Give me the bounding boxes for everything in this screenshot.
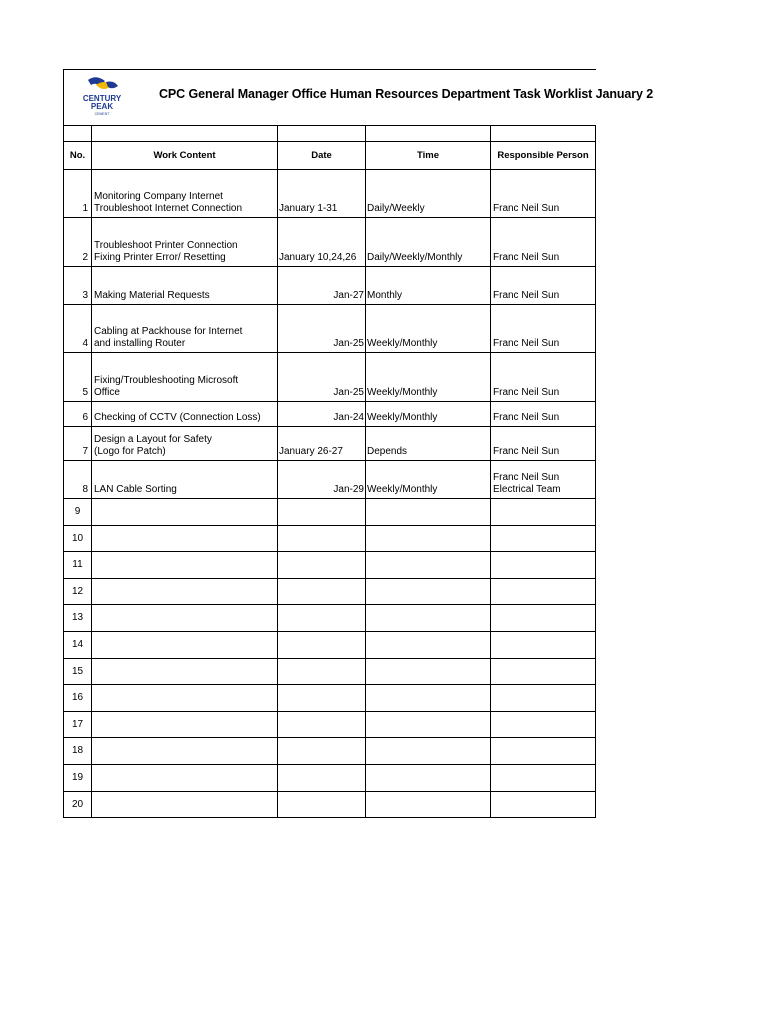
empty-cell [491, 659, 596, 685]
task-date: January 10,24,26 [278, 218, 366, 267]
empty-cell [491, 792, 596, 818]
row-number: 13 [64, 605, 92, 632]
empty-cell [491, 632, 596, 659]
work-content-line: Troubleshoot Printer Connection [94, 240, 238, 251]
empty-cell [278, 632, 366, 659]
row-number: 5 [64, 353, 92, 402]
empty-cell [92, 526, 278, 552]
empty-cell [278, 765, 366, 792]
row-number: 9 [64, 499, 92, 526]
empty-cell [366, 499, 491, 526]
empty-cell [92, 632, 278, 659]
empty-cell [92, 738, 278, 765]
task-date: Jan-25 [278, 353, 366, 402]
empty-cell [278, 526, 366, 552]
empty-cell [366, 792, 491, 818]
row-number: 16 [64, 685, 92, 712]
svg-text:PEAK: PEAK [90, 102, 114, 111]
responsible-person [491, 170, 596, 218]
task-time: Weekly/Monthly [366, 353, 491, 402]
responsible-person-line: Franc Neil Sun [493, 252, 560, 263]
column-header-person: Responsible Person [491, 142, 596, 170]
spacer-cell [64, 125, 92, 142]
empty-cell [491, 526, 596, 552]
task-time: Weekly/Monthly [366, 402, 491, 427]
task-time: Daily/Weekly/Monthly [366, 218, 491, 267]
row-number: 3 [64, 267, 92, 305]
work-content-line: LAN Cable Sorting [94, 484, 177, 495]
responsible-person-line: Franc Neil Sun [493, 472, 560, 483]
responsible-person-line: Franc Neil Sun [493, 203, 560, 214]
task-time: Daily/Weekly [366, 170, 491, 218]
document-title: CPC General Manager Office Human Resources Department Task Worklist January 2 [159, 87, 654, 101]
empty-cell [366, 632, 491, 659]
responsible-person [491, 353, 596, 402]
task-date: Jan-25 [278, 305, 366, 353]
empty-cell [92, 659, 278, 685]
empty-cell [366, 579, 491, 605]
svg-text:CEMENT: CEMENT [94, 112, 110, 116]
empty-cell [278, 579, 366, 605]
empty-cell [491, 605, 596, 632]
responsible-person [491, 402, 596, 427]
column-header-no: No. [64, 142, 92, 170]
work-content-line: Cabling at Packhouse for Internet [94, 326, 243, 337]
task-date: January 26-27 [278, 427, 366, 461]
work-content-line: (Logo for Patch) [94, 446, 166, 457]
row-number: 15 [64, 659, 92, 685]
responsible-person-line: Franc Neil Sun [493, 446, 560, 457]
empty-cell [491, 765, 596, 792]
responsible-person-line: Franc Neil Sun [493, 338, 560, 349]
empty-cell [366, 605, 491, 632]
work-content [92, 267, 278, 305]
work-content [92, 461, 278, 499]
empty-cell [278, 792, 366, 818]
empty-cell [491, 712, 596, 738]
svg-text:CENTURY: CENTURY [82, 94, 122, 103]
empty-cell [366, 738, 491, 765]
work-content-line: Fixing Printer Error/ Resetting [94, 252, 226, 263]
empty-cell [491, 579, 596, 605]
empty-cell [491, 738, 596, 765]
work-content [92, 427, 278, 461]
work-content [92, 402, 278, 427]
work-content-line: Monitoring Company Internet [94, 191, 223, 202]
responsible-person [491, 305, 596, 353]
row-number: 6 [64, 402, 92, 427]
column-header-work: Work Content [92, 142, 278, 170]
empty-cell [278, 659, 366, 685]
empty-cell [366, 765, 491, 792]
empty-cell [92, 552, 278, 579]
empty-cell [92, 499, 278, 526]
row-number: 1 [64, 170, 92, 218]
row-number: 8 [64, 461, 92, 499]
empty-cell [491, 685, 596, 712]
row-number: 7 [64, 427, 92, 461]
empty-cell [92, 792, 278, 818]
spacer-cell [366, 125, 491, 142]
century-peak-logo [78, 76, 126, 122]
column-header-date: Date [278, 142, 366, 170]
empty-cell [92, 712, 278, 738]
empty-cell [278, 499, 366, 526]
row-number: 20 [64, 792, 92, 818]
responsible-person [491, 427, 596, 461]
work-content [92, 170, 278, 218]
row-number: 2 [64, 218, 92, 267]
work-content-line: and installing Router [94, 338, 186, 349]
empty-cell [366, 526, 491, 552]
work-content-line: Checking of CCTV (Connection Loss) [94, 412, 261, 423]
task-date: January 1-31 [278, 170, 366, 218]
spacer-cell [491, 125, 596, 142]
work-content-line: Troubleshoot Internet Connection [94, 203, 243, 214]
work-content [92, 353, 278, 402]
empty-cell [366, 712, 491, 738]
row-number: 4 [64, 305, 92, 353]
task-date: Jan-24 [278, 402, 366, 427]
row-number: 17 [64, 712, 92, 738]
work-content-line: Office [94, 387, 120, 398]
work-content [92, 305, 278, 353]
empty-cell [92, 685, 278, 712]
responsible-person-line: Electrical Team [493, 484, 561, 495]
responsible-person-line: Franc Neil Sun [493, 387, 560, 398]
empty-cell [92, 579, 278, 605]
row-number: 18 [64, 738, 92, 765]
empty-cell [278, 685, 366, 712]
task-date: Jan-27 [278, 267, 366, 305]
empty-cell [92, 765, 278, 792]
spacer-cell [92, 125, 278, 142]
empty-cell [366, 659, 491, 685]
empty-cell [278, 552, 366, 579]
responsible-person-line: Franc Neil Sun [493, 412, 560, 423]
row-number: 19 [64, 765, 92, 792]
empty-cell [278, 738, 366, 765]
worklist-sheet [63, 69, 654, 818]
empty-cell [278, 712, 366, 738]
sheet-header [64, 70, 654, 126]
row-number: 10 [64, 526, 92, 552]
empty-cell [92, 605, 278, 632]
empty-cell [366, 685, 491, 712]
work-content-line: Making Material Requests [94, 290, 210, 301]
row-number: 14 [64, 632, 92, 659]
work-content-line: Fixing/Troubleshooting Microsoft [94, 375, 239, 386]
task-time: Depends [366, 427, 491, 461]
responsible-person [491, 267, 596, 305]
row-number: 11 [64, 552, 92, 579]
empty-cell [491, 499, 596, 526]
empty-cell [366, 552, 491, 579]
column-header-time: Time [366, 142, 491, 170]
spacer-cell [278, 125, 366, 142]
row-number: 12 [64, 579, 92, 605]
responsible-person-line: Franc Neil Sun [493, 290, 560, 301]
empty-cell [278, 605, 366, 632]
work-content-line: Design a Layout for Safety [94, 434, 212, 445]
task-time: Weekly/Monthly [366, 461, 491, 499]
task-time: Weekly/Monthly [366, 305, 491, 353]
work-content [92, 218, 278, 267]
task-date: Jan-29 [278, 461, 366, 499]
task-time: Monthly [366, 267, 491, 305]
empty-cell [491, 552, 596, 579]
responsible-person [491, 461, 596, 499]
responsible-person [491, 218, 596, 267]
